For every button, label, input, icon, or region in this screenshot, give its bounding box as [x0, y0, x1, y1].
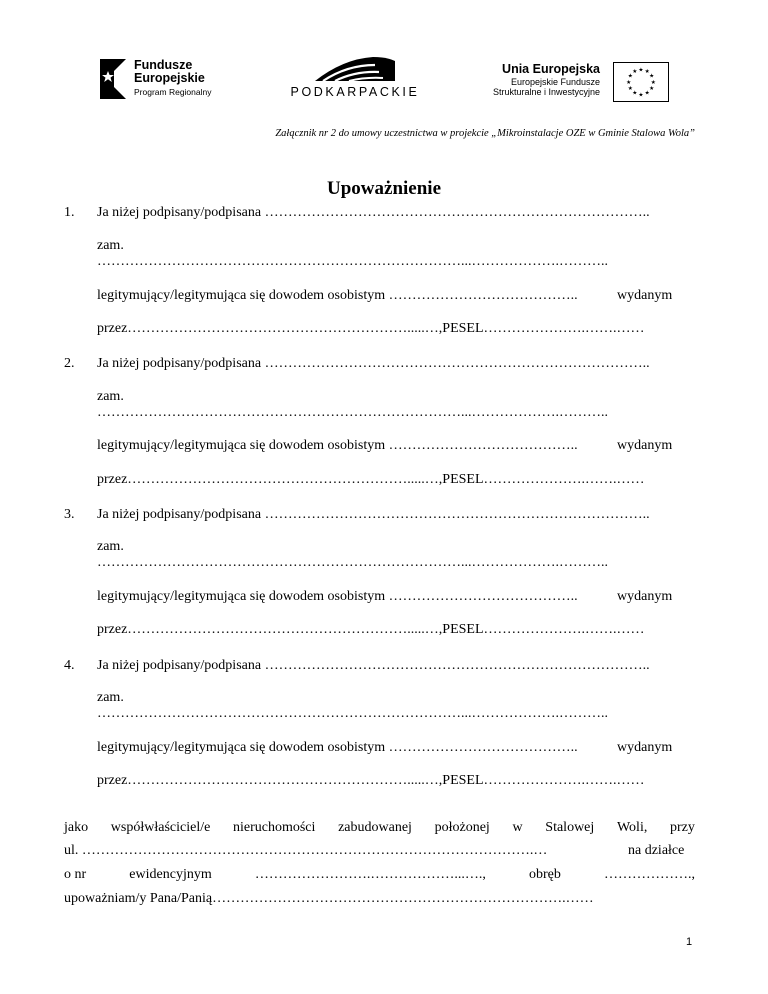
closing-word: Woli, — [616, 820, 648, 835]
id-issued-word: wydanym — [617, 740, 673, 755]
plot-label: na działce — [628, 843, 685, 858]
svg-text:★: ★ — [626, 79, 632, 86]
svg-text:★: ★ — [632, 69, 638, 76]
issuer-pesel-line: przez…………………………………………………….....…,PESEL………………….…….…… — [97, 472, 645, 487]
closing-line-1 — [64, 820, 695, 836]
id-document-line: legitymujący/legitymująca się dowodem osobistym ………………………………….. — [97, 288, 578, 303]
podkarpackie-logo-text: PODKARPACKIE — [290, 85, 420, 99]
address-line: ……………………………………………………………………...……………….……….. — [97, 405, 608, 420]
closing-word: jako — [64, 820, 89, 835]
page-number: 1 — [686, 936, 693, 948]
podkarpackie-hills-icon — [313, 55, 397, 83]
svg-text:★: ★ — [644, 69, 650, 76]
page-title: Upoważnienie — [327, 178, 441, 199]
fundusze-europejskie-logo — [100, 56, 240, 102]
entry-number: 2. — [64, 356, 75, 371]
svg-text:★: ★ — [627, 86, 633, 93]
closing-word: położonej — [434, 820, 490, 835]
closing-word: …………………….………………...…., — [254, 867, 486, 882]
closing-word: ewidencyjnym — [129, 867, 212, 882]
svg-text:★: ★ — [650, 79, 656, 86]
id-document-line: legitymujący/legitymująca się dowodem osobistym ………………………………….. — [97, 438, 578, 453]
id-issued-word: wydanym — [617, 288, 673, 303]
entry-number: 1. — [64, 205, 75, 220]
id-issued-word: wydanym — [617, 589, 673, 604]
svg-text:★: ★ — [638, 92, 644, 99]
fe-logo-line1: Fundusze — [134, 58, 193, 72]
address-line: ……………………………………………………………………...……………….……….. — [97, 555, 608, 570]
signer-line: Ja niżej podpisany/podpisana ……………………………………………………………………….. — [97, 205, 650, 220]
eu-logo-line1: Unia Europejska — [502, 62, 600, 76]
closing-line-3 — [64, 867, 695, 883]
eu-logo — [480, 62, 680, 106]
closing-word: w — [512, 820, 523, 835]
id-document-line: legitymujący/legitymująca się dowodem osobistym ………………………………….. — [97, 589, 578, 604]
closing-word: ………………., — [603, 867, 695, 882]
id-document-line: legitymujący/legitymująca się dowodem osobistym ………………………………….. — [97, 740, 578, 755]
street-line: ul. …………………………………………………………………………………….… — [64, 843, 548, 858]
svg-text:★: ★ — [644, 90, 650, 97]
signer-line: Ja niżej podpisany/podpisana ……………………………………………………………………….. — [97, 356, 650, 371]
address-label: zam. — [97, 539, 124, 554]
entry-number: 4. — [64, 658, 75, 673]
eu-logo-line3: Strukturalne i Inwestycyjne — [492, 87, 600, 97]
svg-text:★: ★ — [649, 73, 655, 80]
svg-text:★: ★ — [649, 86, 655, 93]
signer-line: Ja niżej podpisany/podpisana ……………………………………………………………………….. — [97, 507, 650, 522]
closing-word: o nr — [64, 867, 87, 882]
fe-logo-line2: Europejskie — [134, 71, 205, 85]
closing-word: zabudowanej — [338, 820, 412, 835]
address-line: ……………………………………………………………………...……………….……….. — [97, 254, 608, 269]
eu-flag-icon — [613, 62, 669, 102]
issuer-pesel-line: przez…………………………………………………….....…,PESEL………………….…….…… — [97, 622, 645, 637]
fe-star-logo-icon — [100, 57, 126, 101]
address-line: ……………………………………………………………………...……………….……….. — [97, 706, 608, 721]
closing-word: nieruchomości — [232, 820, 316, 835]
closing-word: Stalowej — [545, 820, 595, 835]
closing-word: współwłaściciel/e — [110, 820, 211, 835]
address-label: zam. — [97, 389, 124, 404]
issuer-pesel-line: przez…………………………………………………….....…,PESEL………………….…….…… — [97, 773, 645, 788]
id-issued-word: wydanym — [617, 438, 673, 453]
svg-text:★: ★ — [632, 90, 638, 97]
address-label: zam. — [97, 690, 124, 705]
annex-note: Załącznik nr 2 do umowy uczestnictwa w projekcie „Mikroinstalacje OZE w Gminie Stalowa Wola” — [275, 128, 695, 139]
fe-logo-line3: Program Regionalny — [134, 87, 212, 97]
svg-text:★: ★ — [638, 67, 644, 74]
eu-logo-line2: Europejskie Fundusze — [510, 77, 600, 87]
podkarpackie-logo — [285, 55, 425, 103]
signer-line: Ja niżej podpisany/podpisana ……………………………………………………………………….. — [97, 658, 650, 673]
closing-word: obręb — [528, 867, 561, 882]
address-label: zam. — [97, 238, 124, 253]
issuer-pesel-line: przez…………………………………………………….....…,PESEL………………….…….…… — [97, 321, 645, 336]
authorization-line: upoważniam/y Pana/Panią………………………………………………………………….…… — [64, 891, 594, 906]
svg-text:★: ★ — [627, 73, 633, 80]
closing-word: przy — [670, 820, 695, 835]
entry-number: 3. — [64, 507, 75, 522]
